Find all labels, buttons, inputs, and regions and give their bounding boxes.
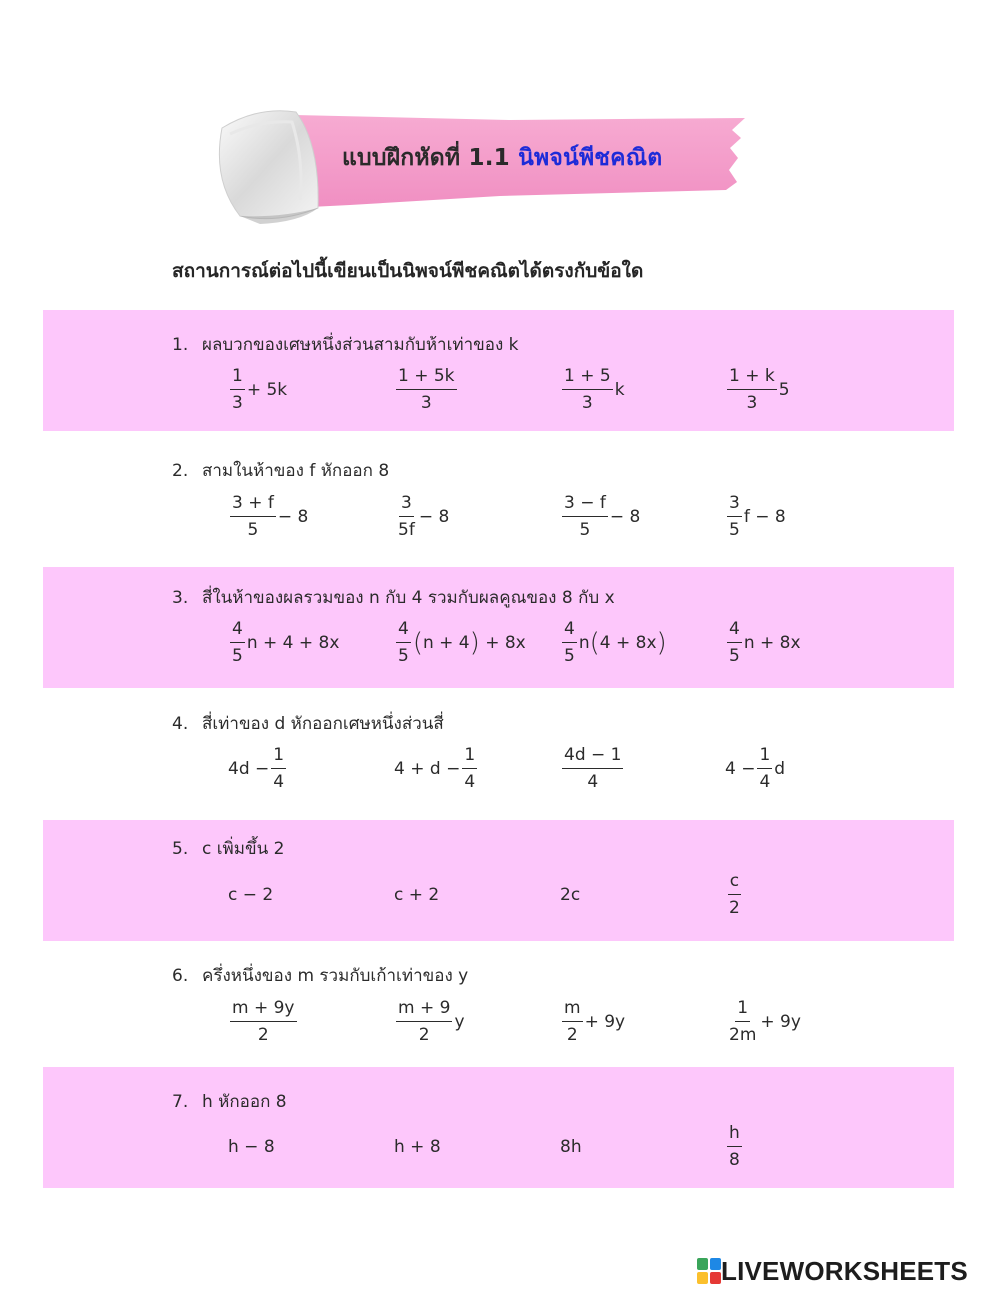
q3-option-d[interactable] (725, 613, 801, 673)
q4-option-a[interactable] (228, 739, 288, 799)
numerator: m + 9y (230, 999, 297, 1022)
expr-tail: + 9y (760, 1012, 801, 1032)
fraction (727, 620, 742, 665)
q3-option-c[interactable] (560, 613, 667, 673)
logo-badge-icon (697, 1258, 721, 1284)
fraction (727, 494, 742, 539)
fraction (271, 746, 286, 791)
fraction (396, 999, 452, 1044)
expr-tail: y (454, 1012, 465, 1032)
numerator: m (562, 999, 583, 1022)
fraction (462, 746, 477, 791)
expr-inner: 4 + 8x (599, 633, 657, 653)
close-paren: ) (656, 628, 667, 658)
expr-tail: f − 8 (743, 507, 786, 527)
denominator: 2 (729, 898, 740, 918)
q5-option-b[interactable] (394, 865, 439, 925)
denominator: 3 (420, 393, 432, 413)
question-text: สามในห้าของ f หักออก 8 (202, 461, 390, 481)
question-number: 2. (172, 461, 189, 481)
q2-option-a[interactable] (228, 487, 308, 547)
expr-pre: n (578, 633, 590, 653)
question-band-1 (43, 310, 954, 431)
denominator: 4 (759, 772, 771, 792)
question-7 (172, 1088, 287, 1115)
q4-option-b[interactable] (394, 739, 479, 799)
question-band-7 (43, 1067, 954, 1188)
fraction (562, 367, 613, 412)
denominator: 4 (464, 772, 476, 792)
denominator: 5 (729, 646, 740, 666)
open-paren: ( (589, 628, 600, 658)
numerator: 1 (757, 746, 772, 769)
q7-option-a[interactable] (228, 1117, 275, 1177)
numerator: 4 (230, 620, 245, 643)
expr-tail: + 9y (584, 1012, 626, 1032)
question-text: c เพิ่มขึ้น 2 (202, 839, 285, 859)
question-text: สี่เท่าของ d หักออกเศษหนึ่งส่วนสี่ (202, 714, 444, 734)
numerator: 3 (399, 494, 414, 517)
expr-head: 4d − (228, 759, 270, 779)
fraction (396, 620, 411, 665)
fraction (230, 494, 276, 539)
question-number: 7. (172, 1092, 189, 1112)
question-number: 3. (172, 588, 189, 608)
denominator: 3 (581, 393, 593, 413)
denominator: 5f (398, 520, 415, 540)
open-paren: ( (412, 628, 423, 658)
denominator: 5 (579, 520, 591, 540)
q6-option-d[interactable] (725, 992, 801, 1052)
denominator: 8 (729, 1150, 740, 1170)
liveworksheets-logo[interactable] (697, 1255, 968, 1287)
q2-option-d[interactable] (725, 487, 786, 547)
question-text: สี่ในห้าของผลรวมของ n กับ 4 รวมกับผลคูณของ 8 กับ x (202, 588, 615, 608)
denominator: 2 (257, 1025, 269, 1045)
question-6 (172, 962, 468, 989)
expr-head: 4 + d − (394, 759, 461, 779)
fraction (562, 494, 608, 539)
question-2 (172, 457, 389, 484)
worksheet-title (342, 140, 662, 176)
q7-option-c[interactable] (560, 1117, 582, 1177)
q2-option-b[interactable] (394, 487, 449, 547)
q3-option-b[interactable] (394, 613, 526, 673)
question-number: 5. (172, 839, 189, 859)
q7-option-b[interactable] (394, 1117, 441, 1177)
expr: c − 2 (228, 885, 274, 905)
expr-tail: − 8 (418, 507, 450, 527)
q5-option-c[interactable] (560, 865, 580, 925)
expr-tail: d (774, 759, 786, 779)
question-text: ผลบวกของเศษหนึ่งส่วนสามกับห้าเท่าของ k (202, 335, 519, 355)
denominator: 5 (564, 646, 575, 666)
q1-option-d[interactable] (725, 360, 790, 420)
denominator: 2 (566, 1025, 578, 1045)
expr-tail: − 8 (609, 507, 641, 527)
denominator: 5 (729, 520, 740, 540)
numerator: c (728, 872, 741, 895)
expr-inner: n + 4 (422, 633, 470, 653)
expr: h − 8 (228, 1137, 275, 1157)
fraction (562, 620, 577, 665)
numerator: 1 (735, 999, 750, 1022)
q4-option-c[interactable] (560, 739, 625, 799)
denominator: 5 (232, 646, 243, 666)
question-number: 6. (172, 966, 189, 986)
numerator: 1 + 5 (562, 367, 613, 390)
fraction (230, 999, 297, 1044)
q1-option-c[interactable] (560, 360, 625, 420)
numerator: 1 + k (727, 367, 777, 390)
logo-text: LIVEWORKSHEETS (721, 1255, 968, 1286)
question-number: 1. (172, 335, 189, 355)
question-3 (172, 584, 615, 611)
question-text: h หักออก 8 (202, 1092, 287, 1112)
fraction (396, 367, 457, 412)
fraction (230, 620, 245, 665)
denominator: 4 (587, 772, 599, 792)
expr-tail: + 5k (246, 380, 288, 400)
numerator: 4 (562, 620, 577, 643)
numerator: 4 (396, 620, 411, 643)
denominator: 5 (247, 520, 259, 540)
denominator: 5 (398, 646, 409, 666)
expr-tail: n + 4 + 8x (246, 633, 340, 653)
expr-tail: − 8 (277, 507, 309, 527)
expr-tail: k (614, 380, 625, 400)
fraction (562, 746, 623, 791)
question-number: 4. (172, 714, 189, 734)
numerator: m + 9 (396, 999, 452, 1022)
expr-tail: + 8x (485, 633, 526, 653)
fraction (757, 746, 772, 791)
title-prefix: แบบฝึกหัดที่ 1.1 (342, 145, 510, 171)
fraction (727, 1124, 742, 1169)
q2-option-c[interactable] (560, 487, 640, 547)
fraction (727, 999, 758, 1044)
q1-option-b[interactable] (394, 360, 459, 420)
expr: c + 2 (394, 885, 440, 905)
fraction (562, 999, 583, 1044)
q3-option-a[interactable] (228, 613, 339, 673)
numerator: 3 (727, 494, 742, 517)
numerator: 3 − f (562, 494, 608, 517)
expr-tail: n + 8x (743, 633, 801, 653)
q1-option-a[interactable] (228, 360, 287, 420)
question-text: ครึ่งหนึ่งของ m รวมกับเก้าเท่าของ y (202, 966, 469, 986)
numerator: 1 + 5k (396, 367, 457, 390)
expr: h + 8 (394, 1137, 441, 1157)
close-paren: ) (469, 628, 480, 658)
numerator: 1 (230, 367, 245, 390)
question-4 (172, 710, 444, 737)
q5-option-a[interactable] (228, 865, 273, 925)
fraction (396, 494, 417, 539)
question-1 (172, 331, 519, 358)
expr: 8h (560, 1137, 582, 1157)
denominator: 2m (729, 1025, 757, 1045)
numerator: 1 (271, 746, 286, 769)
fraction (727, 367, 777, 412)
expr-tail: 5 (778, 380, 790, 400)
q4-option-d[interactable] (725, 739, 785, 799)
question-5 (172, 835, 284, 862)
fraction (230, 367, 245, 412)
instruction-text: สถานการณ์ต่อไปนี้เขียนเป็นนิพจน์พีชคณิตได้ตรงกับข้อใด (172, 260, 644, 282)
denominator: 2 (418, 1025, 430, 1045)
expr: 2c (560, 885, 581, 905)
q6-option-a[interactable] (228, 992, 299, 1052)
numerator: 3 + f (230, 494, 276, 517)
numerator: h (727, 1124, 742, 1147)
fraction (727, 872, 742, 917)
q6-option-c[interactable] (560, 992, 625, 1052)
numerator: 4 (727, 620, 742, 643)
q7-option-d[interactable] (725, 1117, 744, 1177)
numerator: 1 (462, 746, 477, 769)
q5-option-d[interactable] (725, 865, 744, 925)
expr-head: 4 − (725, 759, 756, 779)
title-main: นิพจน์พีชคณิต (518, 145, 663, 171)
denominator: 3 (232, 393, 243, 413)
denominator: 3 (746, 393, 758, 413)
numerator: 4d − 1 (562, 746, 623, 769)
q6-option-b[interactable] (394, 992, 465, 1052)
denominator: 4 (273, 772, 285, 792)
